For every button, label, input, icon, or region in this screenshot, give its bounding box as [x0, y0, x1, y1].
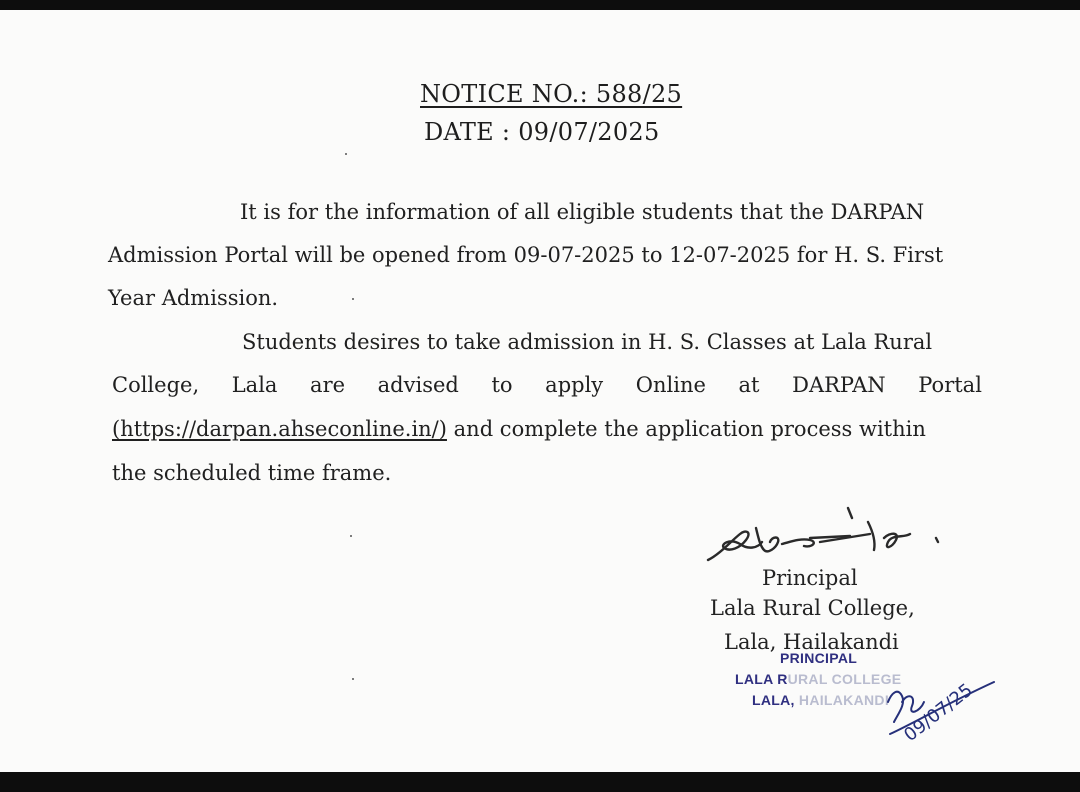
paragraph-1-line-2: Admission Portal will be opened from 09-07-2025 to 12-07-2025 for H. S. First	[108, 243, 944, 267]
speck	[352, 298, 354, 300]
word: to	[491, 373, 513, 397]
word: Portal	[918, 373, 982, 397]
initials-date-text: 09/07/25	[900, 679, 977, 746]
signatory-institution: Lala Rural College,	[710, 596, 915, 620]
stamp-principal: PRINCIPAL	[780, 650, 858, 666]
signatory-location: Lala, Hailakandi	[724, 630, 899, 654]
word: are	[310, 373, 346, 397]
speck	[352, 678, 354, 680]
word: College,	[112, 373, 200, 397]
stamp-text: LALA R	[735, 671, 788, 687]
word: Online	[635, 373, 706, 397]
paragraph-2-line-3-rest: and complete the application process within	[446, 417, 926, 441]
notice-document	[0, 10, 1080, 772]
word: apply	[545, 373, 604, 397]
speck	[345, 153, 347, 155]
notice-date: DATE : 09/07/2025	[424, 118, 660, 146]
top-border	[0, 0, 1080, 10]
stamp-text: LALA,	[752, 692, 799, 708]
paragraph-2-line-4: the scheduled time frame.	[112, 461, 392, 485]
bottom-border	[0, 772, 1080, 792]
speck	[350, 535, 352, 537]
paragraph-2-line-1: Students desires to take admission in H. S. Classes at Lala Rural	[242, 330, 933, 354]
word: Lala	[231, 373, 278, 397]
handwritten-initials-date	[876, 662, 1006, 752]
stamp-location	[752, 692, 889, 708]
word: advised	[377, 373, 459, 397]
notice-number: NOTICE NO.: 588/25	[420, 80, 683, 108]
word: at	[738, 373, 760, 397]
signatory-title: Principal	[762, 566, 858, 590]
stamp-text-faded: URAL COLLEGE	[787, 671, 902, 687]
paragraph-1-line-1: It is for the information of all eligible students that the DARPAN	[240, 200, 925, 224]
paragraph-1-line-3: Year Admission.	[108, 286, 279, 310]
portal-url-link[interactable]: (https://darpan.ahseconline.in/)	[112, 417, 447, 441]
stamp-text-faded: HAILAKANDI	[798, 692, 890, 708]
word: DARPAN	[792, 373, 886, 397]
paragraph-2-line-3	[112, 417, 926, 441]
paragraph-2-line-2	[112, 373, 982, 397]
